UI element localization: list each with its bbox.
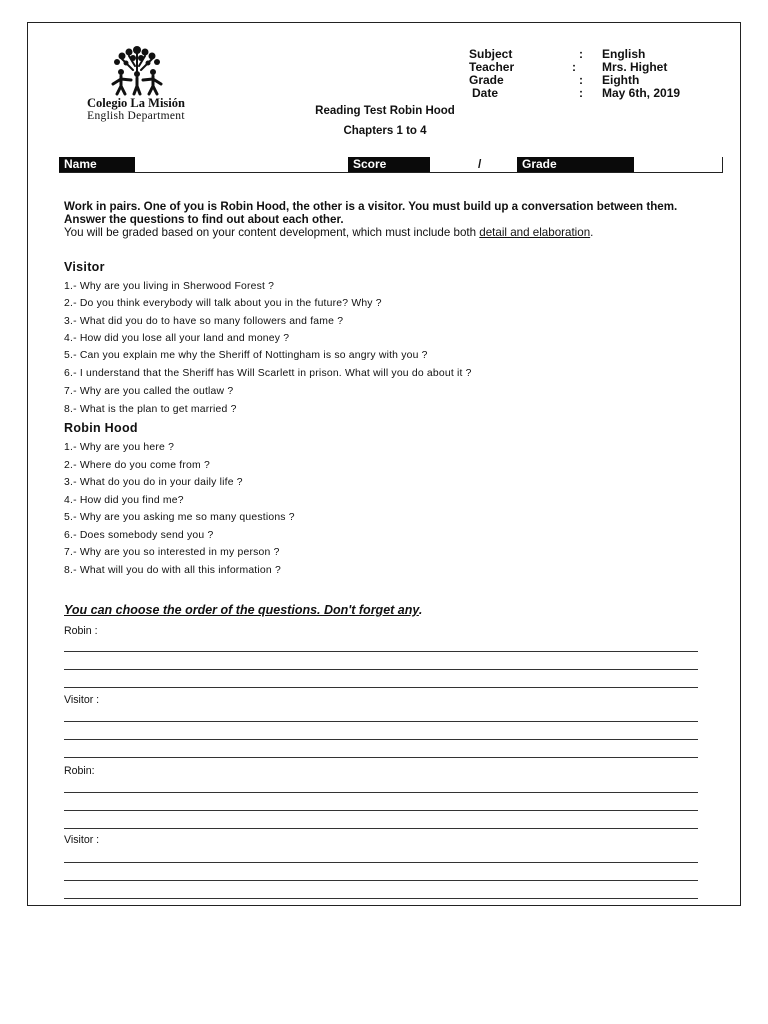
instructions-bold: Work in pairs. One of you is Robin Hood, the other is a visitor. You must build up a conversation between them. Answer the questions to find out about each other. [64,200,678,226]
instructions-end: . [590,226,594,239]
info-sep: : [579,86,583,100]
info-key: Grade [469,73,504,87]
robin-question: 5.- Why are you asking me so many questions ? [64,512,295,523]
robin-heading: Robin Hood [64,421,138,435]
info-value: English [602,47,646,61]
answer-label-visitor: Visitor : [64,694,100,706]
instructions-underlined: detail and elaboration [479,226,591,239]
visitor-question: 1.- Why are you living in Sherwood Forest ? [64,281,275,292]
visitor-question: 2.- Do you think everybody will talk about you in the future? Why ? [64,298,382,309]
visitor-question: 8.- What is the plan to get married ? [64,404,237,415]
order-note-end: . [418,603,423,617]
department-name: English Department [87,110,185,122]
name-bar-right-edge [722,157,723,173]
info-key: Subject [469,47,513,61]
info-sep: : [579,73,583,87]
answer-line[interactable] [64,721,698,722]
visitor-question: 5.- Can you explain me why the Sheriff of Nottingham is so angry with you ? [64,350,428,361]
answer-line[interactable] [64,862,698,863]
answer-label-robin: Robin: [64,765,95,777]
info-block [469,48,729,100]
robin-question: 7.- Why are you so interested in my person ? [64,547,280,558]
answer-line[interactable] [64,687,698,688]
answer-label-robin: Robin : [64,625,98,637]
answer-line[interactable] [64,810,698,811]
name-bar-underline [59,172,723,173]
info-sep: : [572,60,576,74]
answer-line[interactable] [64,828,698,829]
visitor-heading: Visitor [64,260,105,274]
answer-line[interactable] [64,739,698,740]
order-note-text: You can choose the order of the questions. Don't forget any [64,603,419,617]
info-value: Mrs. Highet [602,60,668,74]
school-logo-icon [105,44,169,96]
answer-line[interactable] [64,792,698,793]
answer-line[interactable] [64,669,698,670]
test-title: Reading Test Robin Hood [315,105,455,117]
instructions [64,200,714,239]
answer-line[interactable] [64,880,698,881]
robin-question: 4.- How did you find me? [64,495,184,506]
robin-question: 3.- What do you do in your daily life ? [64,477,243,488]
visitor-question: 4.- How did you lose all your land and money ? [64,333,290,344]
robin-question: 8.- What will you do with all this information ? [64,565,281,576]
answer-line[interactable] [64,898,698,899]
info-key: Date [472,86,499,100]
test-subtitle: Chapters 1 to 4 [343,125,427,137]
visitor-question: 3.- What did you do to have so many followers and fame ? [64,316,344,327]
info-row-grade [469,74,729,87]
robin-question: 1.- Why are you here ? [64,442,175,453]
answer-line[interactable] [64,651,698,652]
score-label: Score [348,157,430,172]
info-key: Teacher [469,60,515,74]
robin-question: 2.- Where do you come from ? [64,460,210,471]
robin-question: 6.- Does somebody send you ? [64,530,214,541]
visitor-question: 7.- Why are you called the outlaw ? [64,386,234,397]
info-row-teacher [469,61,729,74]
name-label: Name [59,157,135,172]
info-value: Eighth [602,73,640,87]
info-sep: : [579,47,583,61]
score-slash: / [478,157,482,171]
grade-label: Grade [517,157,634,172]
school-name: Colegio La Misión [87,96,185,110]
answer-label-visitor: Visitor : [64,834,100,846]
name-score-grade-bar [59,157,723,173]
order-note [64,603,422,617]
info-value: May 6th, 2019 [602,86,681,100]
info-row-date [469,87,729,100]
answer-line[interactable] [64,757,698,758]
visitor-question: 6.- I understand that the Sheriff has Will Scarlett in prison. What will you do about it ? [64,368,472,379]
instructions-normal: You will be graded based on your content development, which must include both [64,226,480,239]
